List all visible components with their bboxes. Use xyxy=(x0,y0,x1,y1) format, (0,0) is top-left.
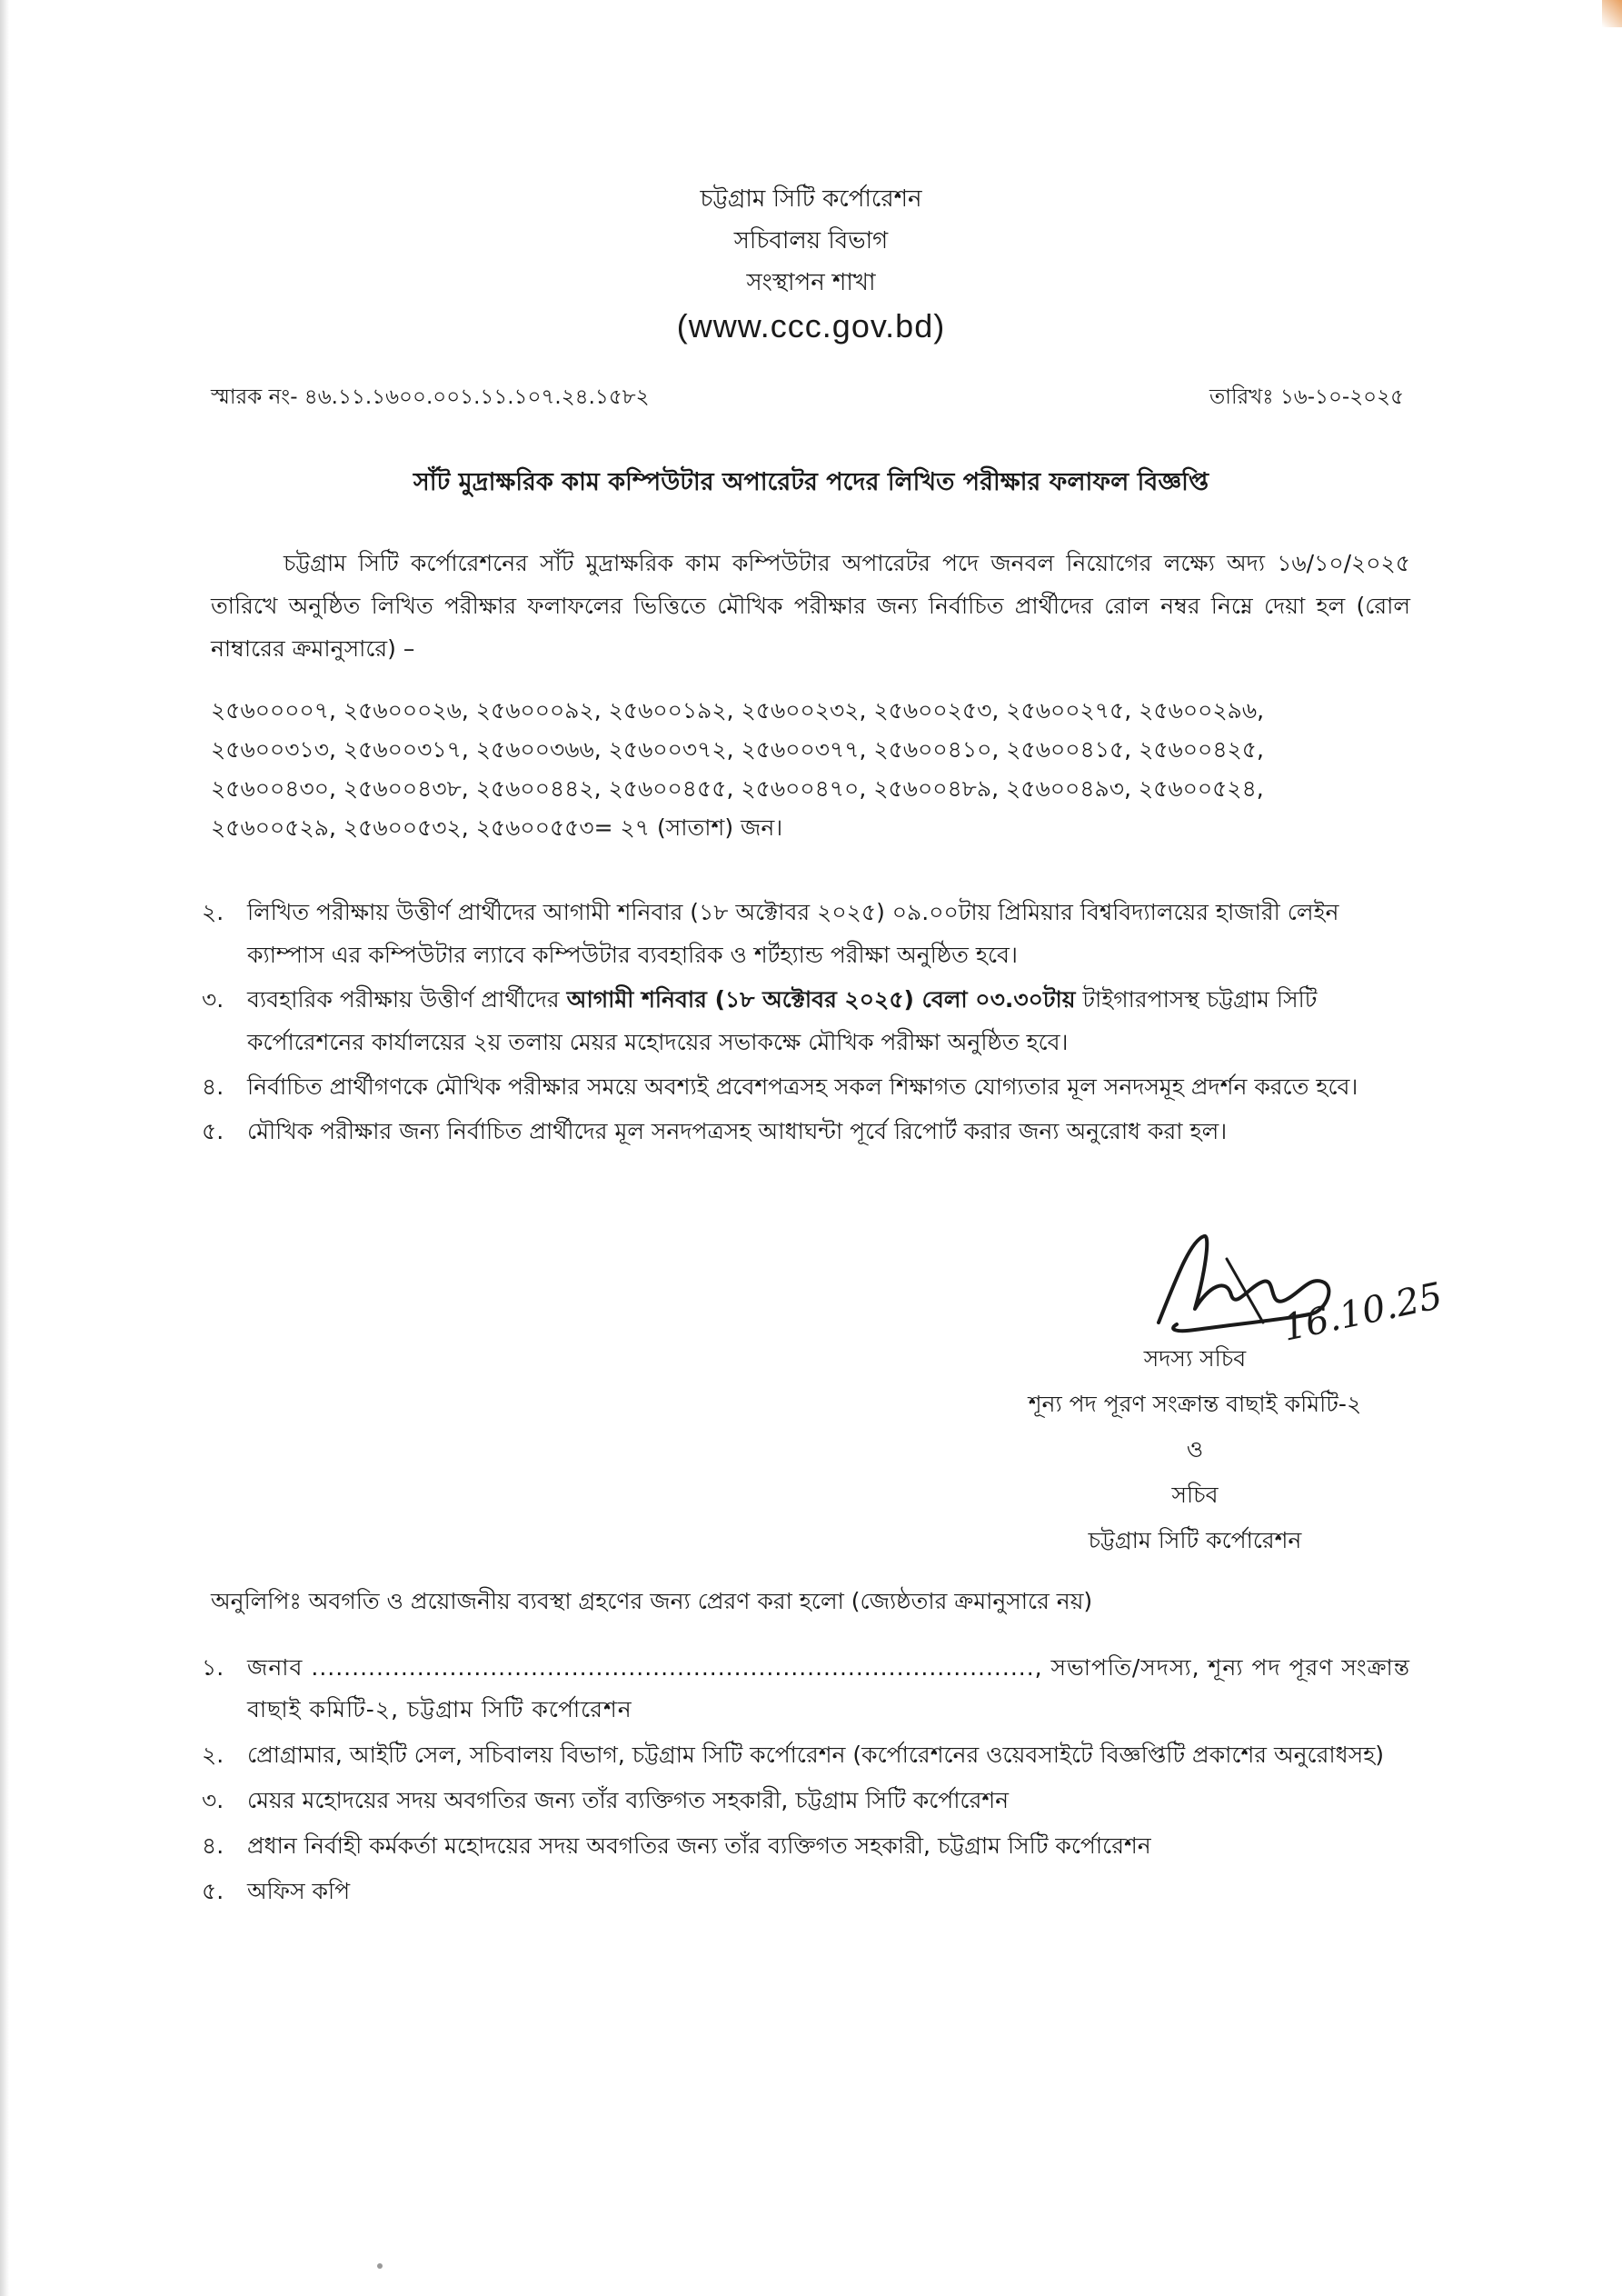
department-name: সচিবালয় বিভাগ xyxy=(733,227,889,255)
website-url: (www.ccc.gov.bd) xyxy=(676,307,946,344)
cc-item xyxy=(202,1647,1410,1731)
cc-item-number: ৫. xyxy=(202,1878,224,1904)
notice-subject: সাঁট মুদ্রাক্ষরিক কাম কম্পিউটার অপারেটর পদের লিখিত পরীক্ষার ফলাফল বিজ্ঞপ্তি xyxy=(413,468,1209,496)
signature-stroke xyxy=(1227,1259,1263,1323)
roll-line: ২৫৬০০৪৩০, ২৫৬০০৪৩৮, ২৫৬০০৪৪২, ২৫৬০০৪৫৫, ২৫৬০০৪৭০, ২৫৬০০৪৮৯, ২৫৬০০৪৯৩, ২৫৬০০৫২৪, xyxy=(211,775,1264,802)
signatory-title: সদস্য সচিব xyxy=(1143,1345,1247,1372)
signature-date: 16.10.25 xyxy=(1279,1274,1447,1350)
intro-paragraph xyxy=(211,542,1410,670)
item-text: লিখিত পরীক্ষায় উত্তীর্ণ প্রার্থীদের আগামী শনিবার (১৮ অক্টোবর ২০২৫) ০৯.০০টায় প্রিমিয়ার বিশ্ববিদ্যালয়ের হাজারী লেইন ক্যাম্পাস এর কম্পিউটার ল্যাবে কম্পিউটার ব্যবহারিক ও শর্টহ্যান্ড পরীক্ষা অনুষ্ঠিত হবে। xyxy=(247,899,1339,968)
memo-number: স্মারক নং- ৪৬.১১.১৬০০.০০১.১১.১০৭.২৪.১৫৮২ xyxy=(211,385,650,409)
cc-item-number: ১. xyxy=(202,1654,224,1681)
instruction-item xyxy=(202,1110,1410,1153)
item-text: মৌখিক পরীক্ষার জন্য নির্বাচিত প্রার্থীদের মূল সনদপত্রসহ আধাঘন্টা পূর্বে রিপোর্ট করার জন্য অনুরোধ করা হল। xyxy=(247,1118,1228,1144)
org-name: চট্টগ্রাম সিটি কর্পোরেশন xyxy=(700,185,922,213)
item-number: ৩. xyxy=(202,986,224,1013)
cc-item-number: ৪. xyxy=(202,1832,224,1859)
cc-list xyxy=(202,1647,1410,1916)
issue-date: তারিখঃ ১৬-১০-২০২৫ xyxy=(1209,385,1404,409)
cc-heading: অনুলিপিঃ অবগতি ও প্রয়োজনীয় ব্যবস্থা গ্রহণের জন্য প্রেরণ করা হলো (জ্যেষ্ঠতার ক্রমানুসারে নয়) xyxy=(211,1588,1093,1614)
instruction-item xyxy=(202,1065,1410,1108)
instruction-list xyxy=(202,891,1410,1154)
item-number: ৪. xyxy=(202,1073,224,1100)
cc-item-text: প্রধান নির্বাহী কর্মকর্তা মহোদয়ের সদয় অবগতির জন্য তাঁর ব্যক্তিগত সহকারী, চট্টগ্রাম সিটি কর্পোরেশন xyxy=(247,1832,1151,1859)
signature-block xyxy=(981,1336,1408,1563)
cc-item xyxy=(202,1780,1410,1822)
scan-speck xyxy=(377,2263,383,2269)
roll-line: ২৫৬০০৩১৩, ২৫৬০০৩১৭, ২৫৬০০৩৬৬, ২৫৬০০৩৭২, ২৫৬০০৩৭৭, ২৫৬০০৪১০, ২৫৬০০৪১৫, ২৫৬০০৪২৫, xyxy=(211,736,1264,763)
cc-item xyxy=(202,1871,1410,1912)
cc-item-text: মেয়র মহোদয়ের সদয় অবগতির জন্য তাঁর ব্যক্তিগত সহকারী, চট্টগ্রাম সিটি কর্পোরেশন xyxy=(247,1787,1010,1813)
item-text-pre: ব্যবহারিক পরীক্ষায় উত্তীর্ণ প্রার্থীদের xyxy=(247,986,567,1013)
signatory-committee: শূন্য পদ পূরণ সংক্রান্ত বাছাই কমিটি-২ xyxy=(1028,1391,1362,1417)
item-number: ২. xyxy=(202,899,224,925)
cc-item-number: ৩. xyxy=(202,1787,224,1813)
item-text-bold: আগামী শনিবার (১৮ অক্টোবর ২০২৫) বেলা ০৩.৩০টায় xyxy=(566,986,1076,1013)
roll-line: ২৫৬০০০০৭, ২৫৬০০০২৬, ২৫৬০০০৯২, ২৫৬০০১৯২, ২৫৬০০২৩২, ২৫৬০০২৫৩, ২৫৬০০২৭৫, ২৫৬০০২৯৬, xyxy=(211,697,1265,724)
cc-item-text: প্রোগ্রামার, আইটি সেল, সচিবালয় বিভাগ, চট্টগ্রাম সিটি কর্পোরেশন (কর্পোরেশনের ওয়েবসাইটে বিজ্ঞপ্তিটি প্রকাশের অনুরোধসহ) xyxy=(247,1742,1384,1768)
cc-item-text: অফিস কপি xyxy=(247,1878,351,1904)
scan-corner-mark xyxy=(1602,0,1622,27)
cc-item-number: ২. xyxy=(202,1742,224,1768)
instruction-item xyxy=(202,891,1410,976)
cc-item xyxy=(202,1734,1410,1776)
section-name: সংস্থাপন শাখা xyxy=(746,269,876,296)
item-text: নির্বাচিত প্রার্থীগণকে মৌখিক পরীক্ষার সময়ে অবশ্যই প্রবেশপত্রসহ সকল শিক্ষাগত যোগ্যতার মূল সনদসমূহ প্রদর্শন করতে হবে। xyxy=(247,1073,1358,1100)
roll-number-list xyxy=(211,691,1410,847)
roll-line: ২৫৬০০৫২৯, ২৫৬০০৫৩২, ২৫৬০০৫৫৩= ২৭ (সাতাশ) জন। xyxy=(211,814,783,841)
signatory-conjunction: ও xyxy=(1186,1436,1204,1462)
letterhead xyxy=(0,178,1622,349)
signatory-title-2: সচিব xyxy=(1171,1482,1219,1508)
cc-item xyxy=(202,1825,1410,1867)
intro-text: চট্টগ্রাম সিটি কর্পোরেশনের সাঁট মুদ্রাক্ষরিক কাম কম্পিউটার অপারেটর পদে জনবল নিয়োগের লক্ষ্যে অদ্য ১৬/১০/২০২৫ তারিখে অনুষ্ঠিত লিখিত পরীক্ষার ফলাফলের ভিত্তিতে মৌখিক পরীক্ষার জন্য নির্বাচিত প্রার্থীদের রোল নম্বর নিম্নে দেয়া হল (রোল নাম্বারের ক্রমানুসারে) – xyxy=(211,550,1410,662)
instruction-item xyxy=(202,978,1410,1063)
signatory-org: চট্টগ্রাম সিটি কর্পোরেশন xyxy=(1088,1527,1302,1553)
item-number: ৫. xyxy=(202,1118,224,1144)
cc-item-text: জনাব ........................................................................................., সভাপতি/সদস্য, শূন্য পদ পূরণ সংক্রান্ত বাছাই কমিটি-২, চট্টগ্রাম সিটি কর্পোরেশন xyxy=(247,1654,1410,1722)
item-text-post: টাইগারপাসস্থ চট্টগ্রাম সিটি কর্পোরেশনের কার্যালয়ের ২য় তলায় মেয়র মহোদয়ের সভাকক্ষে মৌখিক পরীক্ষা অনুষ্ঠিত হবে। xyxy=(247,986,1318,1055)
